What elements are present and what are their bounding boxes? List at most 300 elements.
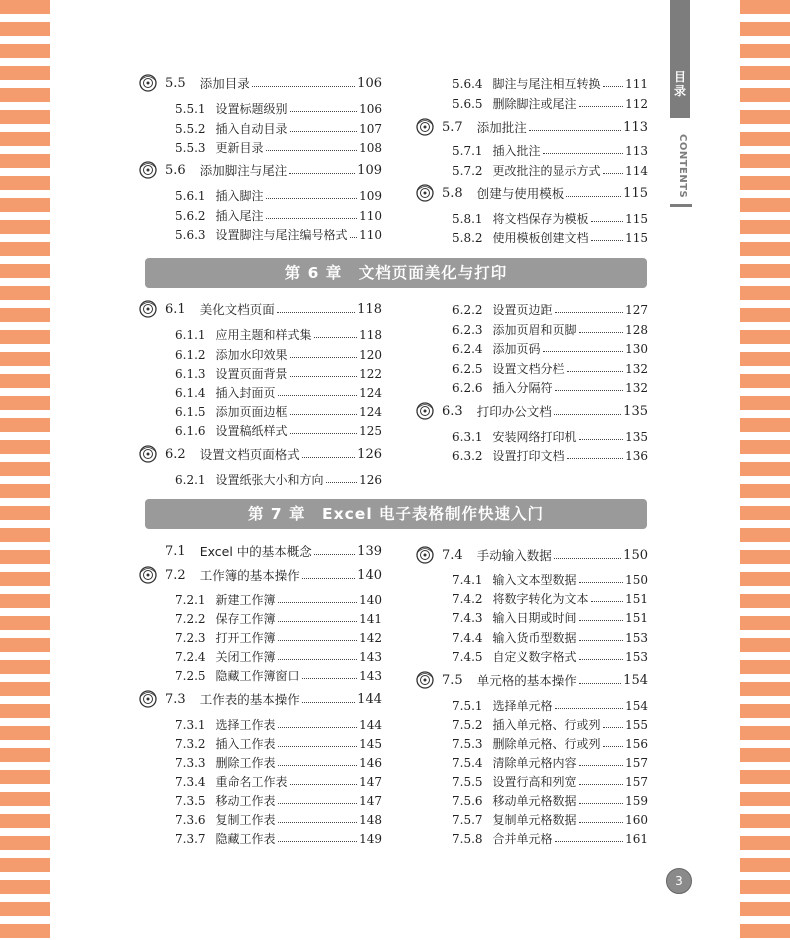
video-disc-icon (416, 546, 434, 564)
toc-entry-number: 5.7 (442, 120, 463, 135)
toc-subsection-entry[interactable] (175, 366, 382, 382)
toc-entry-title: 插入脚注 (215, 189, 264, 203)
toc-section-entry[interactable] (442, 404, 648, 420)
toc-subsection-entry[interactable] (175, 774, 382, 790)
toc-entry-title: 新建工作簿 (215, 593, 276, 607)
toc-entry-page: 139 (357, 544, 382, 559)
toc-section-entry[interactable] (165, 163, 382, 179)
toc-entry-title: 添加水印效果 (215, 348, 288, 362)
toc-entry-number: 7.4.5 (452, 650, 483, 664)
toc-leader-dots (603, 76, 624, 87)
toc-entry-title: 添加批注 (476, 120, 527, 135)
contents-side-tab-label: 目录 (674, 70, 687, 98)
toc-subsection-entry[interactable] (452, 572, 648, 588)
toc-entry-title: 删除工作表 (215, 756, 276, 770)
video-disc-icon (416, 118, 434, 136)
toc-leader-dots (278, 611, 358, 622)
toc-entry-title: 移动工作表 (215, 794, 276, 808)
toc-entry-title: 设置文档分栏 (492, 362, 565, 376)
toc-leader-dots (266, 188, 358, 199)
toc-entry-title: 安装网络打印机 (492, 430, 577, 444)
toc-entry-title: 选择工作表 (215, 718, 276, 732)
toc-entry-page: 115 (623, 186, 648, 201)
toc-entry-number: 6.2.2 (452, 303, 483, 317)
toc-entry-number: 6.1.3 (175, 367, 206, 381)
toc-entry-number: 7.5.7 (452, 813, 483, 827)
toc-leader-dots (603, 163, 624, 174)
toc-subsection-entry[interactable] (175, 404, 382, 420)
toc-leader-dots (579, 673, 621, 684)
toc-entry-number: 7.2.1 (175, 593, 206, 607)
toc-leader-dots (314, 327, 358, 338)
toc-entry-number: 7.5.2 (452, 718, 483, 732)
toc-entry-title: 插入单元格、行或列 (492, 718, 601, 732)
toc-entry-number: 7.3.7 (175, 832, 206, 846)
toc-entry-number: 6.2.3 (452, 323, 483, 337)
toc-entry-number: 5.5.2 (175, 122, 206, 136)
toc-section-entry[interactable] (165, 568, 382, 584)
toc-entry-page: 132 (625, 381, 648, 395)
toc-entry-title: Excel 中的基本概念 (199, 544, 312, 559)
toc-entry-page: 110 (359, 228, 382, 242)
toc-entry-number: 6.2.5 (452, 362, 483, 376)
toc-entry-page: 155 (625, 718, 648, 732)
toc-entry-page: 112 (625, 97, 648, 111)
toc-entry-page: 109 (357, 163, 382, 178)
toc-leader-dots (603, 736, 624, 747)
toc-leader-dots (290, 347, 358, 358)
toc-subsection-entry[interactable] (175, 592, 382, 608)
toc-entry-number: 7.3.1 (175, 718, 206, 732)
video-disc-icon (139, 300, 157, 318)
toc-leader-dots (278, 385, 358, 396)
toc-subsection-entry[interactable] (175, 831, 382, 847)
toc-entry-number: 7.5.6 (452, 794, 483, 808)
toc-entry-number: 7.3.3 (175, 756, 206, 770)
toc-subsection-entry[interactable] (175, 611, 382, 627)
toc-entry-title: 使用模板创建文档 (492, 231, 589, 245)
toc-entry-title: 输入文本型数据 (492, 573, 577, 587)
toc-entry-number: 5.5.1 (175, 102, 206, 116)
toc-entry-page: 125 (359, 424, 382, 438)
toc-leader-dots (529, 120, 621, 131)
toc-entry-number: 5.6 (165, 163, 186, 178)
right-decorative-stripes (740, 0, 790, 940)
toc-entry-number: 7.5.1 (452, 699, 483, 713)
toc-entry-number: 5.6.4 (452, 77, 483, 91)
toc-entry-title: 插入自动目录 (215, 122, 288, 136)
toc-entry-title: 添加脚注与尾注 (199, 163, 288, 178)
toc-entry-page: 118 (357, 302, 382, 317)
toc-subsection-entry[interactable] (452, 591, 648, 607)
toc-subsection-entry[interactable] (452, 163, 648, 179)
toc-leader-dots (290, 423, 358, 434)
toc-entry-page: 111 (625, 77, 648, 91)
toc-entry-number: 5.6.3 (175, 228, 206, 242)
video-disc-icon (416, 184, 434, 202)
toc-subsection-entry[interactable] (175, 812, 382, 828)
toc-entry-page: 160 (625, 813, 648, 827)
toc-entry-title: 选择单元格 (492, 699, 553, 713)
toc-entry-page: 161 (625, 832, 648, 846)
toc-entry-title: 设置脚注与尾注编号格式 (215, 228, 348, 242)
toc-subsection-entry[interactable] (452, 341, 648, 357)
toc-leader-dots (567, 448, 624, 459)
toc-subsection-entry[interactable] (452, 774, 648, 790)
toc-leader-dots (290, 404, 358, 415)
toc-entry-title: 将数字转化为文本 (492, 592, 589, 606)
video-disc-icon (139, 566, 157, 584)
toc-section-entry[interactable] (165, 302, 382, 318)
toc-subsection-entry[interactable] (452, 211, 648, 227)
toc-subsection-entry[interactable] (175, 755, 382, 771)
toc-entry-title: 插入封面页 (215, 386, 276, 400)
toc-subsection-entry[interactable] (452, 322, 648, 338)
toc-leader-dots (278, 592, 358, 603)
toc-entry-number: 6.2.4 (452, 342, 483, 356)
toc-leader-dots (290, 774, 358, 785)
toc-leader-dots (591, 591, 624, 602)
toc-section-entry[interactable] (442, 120, 648, 136)
toc-leader-dots (543, 341, 624, 352)
toc-entry-title: 应用主题和样式集 (215, 328, 312, 342)
toc-entry-page: 153 (625, 650, 648, 664)
toc-section-entry[interactable] (165, 692, 382, 708)
toc-entry-number: 7.4.4 (452, 631, 483, 645)
toc-entry-title: 添加页眉和页脚 (492, 323, 577, 337)
chapter-7-banner: 第 7 章 Excel 电子表格制作快速入门 (145, 499, 647, 529)
toc-leader-dots (555, 831, 624, 842)
toc-leader-dots (252, 76, 355, 87)
toc-subsection-entry[interactable] (175, 649, 382, 665)
video-disc-icon (139, 74, 157, 92)
toc-entry-number: 6.3.2 (452, 449, 483, 463)
toc-entry-number: 5.7.1 (452, 144, 483, 158)
toc-leader-dots (290, 121, 358, 132)
toc-entry-number: 7.2 (165, 568, 186, 583)
toc-entry-page: 115 (625, 212, 648, 226)
toc-entry-page: 127 (625, 303, 648, 317)
toc-entry-number: 7.2.4 (175, 650, 206, 664)
toc-entry-page: 157 (625, 775, 648, 789)
toc-subsection-entry[interactable] (452, 230, 648, 246)
toc-entry-page: 141 (359, 612, 382, 626)
toc-section-entry[interactable] (442, 548, 648, 564)
contents-vertical-label: CONTENTS (677, 134, 688, 199)
toc-entry-title: 打印办公文档 (476, 404, 552, 419)
toc-entry-number: 5.8.2 (452, 231, 483, 245)
toc-leader-dots (350, 227, 358, 238)
toc-entry-title: 关闭工作簿 (215, 650, 276, 664)
toc-entry-title: 重命名工作表 (215, 775, 288, 789)
left-decorative-stripes (0, 0, 50, 940)
toc-entry-title: 脚注与尾注相互转换 (492, 77, 601, 91)
toc-entry-page: 135 (625, 430, 648, 444)
toc-leader-dots (302, 692, 355, 703)
toc-entry-page: 118 (359, 328, 382, 342)
toc-entry-number: 7.2.3 (175, 631, 206, 645)
toc-entry-title: 美化文档页面 (199, 302, 275, 317)
toc-entry-number: 5.5.3 (175, 141, 206, 155)
toc-entry-number: 5.7.2 (452, 164, 483, 178)
toc-entry-page: 154 (625, 699, 648, 713)
toc-leader-dots (289, 163, 355, 174)
toc-entry-number: 6.1.2 (175, 348, 206, 362)
side-divider (670, 204, 692, 207)
toc-subsection-entry[interactable] (175, 630, 382, 646)
toc-entry-page: 150 (623, 548, 648, 563)
toc-entry-title: 隐藏工作簿窗口 (215, 669, 300, 683)
toc-entry-title: 设置行高和列宽 (492, 775, 577, 789)
toc-entry-title: 输入日期或时间 (492, 611, 577, 625)
toc-entry-number: 7.4.3 (452, 611, 483, 625)
toc-entry-title: 合并单元格 (492, 832, 553, 846)
toc-subsection-entry[interactable] (175, 347, 382, 363)
toc-entry-number: 5.6.5 (452, 97, 483, 111)
toc-entry-title: 打开工作簿 (215, 631, 276, 645)
toc-entry-title: 插入工作表 (215, 737, 276, 751)
toc-entry-number: 6.3 (442, 404, 463, 419)
toc-entry-number: 7.5 (442, 673, 463, 688)
toc-entry-page: 126 (357, 447, 382, 462)
toc-leader-dots (554, 548, 621, 559)
toc-entry-number: 7.3.4 (175, 775, 206, 789)
toc-section-entry[interactable] (165, 544, 382, 560)
toc-leader-dots (579, 610, 624, 621)
toc-subsection-entry[interactable] (175, 140, 382, 156)
toc-entry-title: 添加目录 (199, 76, 250, 91)
toc-entry-page: 107 (359, 122, 382, 136)
toc-leader-dots (555, 302, 624, 313)
toc-entry-page: 151 (625, 592, 648, 606)
toc-subsection-entry[interactable] (452, 831, 648, 847)
toc-leader-dots (302, 568, 355, 579)
contents-side-tab (670, 0, 690, 118)
toc-subsection-entry[interactable] (175, 327, 382, 343)
toc-entry-number: 7.4 (442, 548, 463, 563)
toc-entry-number: 7.5.4 (452, 756, 483, 770)
toc-entry-number: 7.5.3 (452, 737, 483, 751)
toc-leader-dots (266, 140, 358, 151)
toc-leader-dots (555, 698, 624, 709)
toc-entry-number: 7.4.2 (452, 592, 483, 606)
toc-entry-title: 移动单元格数据 (492, 794, 577, 808)
toc-entry-page: 143 (359, 669, 382, 683)
toc-entry-page: 115 (625, 231, 648, 245)
toc-leader-dots (266, 208, 358, 219)
video-disc-icon (139, 161, 157, 179)
toc-subsection-entry[interactable] (175, 736, 382, 752)
toc-entry-number: 6.1.4 (175, 386, 206, 400)
toc-subsection-entry[interactable] (175, 121, 382, 137)
toc-leader-dots (302, 668, 358, 679)
toc-subsection-entry[interactable] (452, 610, 648, 626)
toc-leader-dots (278, 736, 358, 747)
toc-entry-page: 157 (625, 756, 648, 770)
toc-entry-number: 6.1 (165, 302, 186, 317)
toc-entry-page: 109 (359, 189, 382, 203)
toc-entry-title: 复制工作表 (215, 813, 276, 827)
toc-entry-page: 135 (623, 404, 648, 419)
toc-leader-dots (579, 755, 624, 766)
toc-entry-title: 添加页码 (492, 342, 541, 356)
toc-subsection-entry[interactable] (452, 698, 648, 714)
toc-entry-title: 创建与使用模板 (476, 186, 565, 201)
toc-subsection-entry[interactable] (452, 448, 648, 464)
toc-entry-page: 144 (357, 692, 382, 707)
toc-subsection-entry[interactable] (452, 143, 648, 159)
toc-entry-page: 124 (359, 386, 382, 400)
toc-entry-title: 插入尾注 (215, 209, 264, 223)
toc-entry-title: 插入批注 (492, 144, 541, 158)
toc-leader-dots (579, 630, 624, 641)
toc-leader-dots (554, 404, 621, 415)
toc-entry-number: 7.5.5 (452, 775, 483, 789)
toc-leader-dots (579, 774, 624, 785)
toc-entry-page: 159 (625, 794, 648, 808)
toc-subsection-entry[interactable] (175, 668, 382, 684)
toc-entry-page: 147 (359, 794, 382, 808)
toc-entry-title: 保存工作簿 (215, 612, 276, 626)
toc-entry-page: 150 (625, 573, 648, 587)
toc-leader-dots (543, 143, 624, 154)
toc-entry-page: 156 (625, 737, 648, 751)
toc-subsection-entry[interactable] (175, 472, 382, 488)
toc-entry-number: 6.2.1 (175, 473, 206, 487)
toc-entry-number: 7.4.1 (452, 573, 483, 587)
toc-leader-dots (579, 649, 624, 660)
toc-leader-dots (278, 755, 358, 766)
toc-entry-number: 6.1.5 (175, 405, 206, 419)
toc-leader-dots (579, 793, 624, 804)
toc-subsection-entry[interactable] (175, 227, 382, 243)
toc-subsection-entry[interactable] (452, 96, 648, 112)
toc-subsection-entry[interactable] (175, 793, 382, 809)
toc-entry-title: 自定义数字格式 (492, 650, 577, 664)
toc-entry-number: 5.5 (165, 76, 186, 91)
toc-entry-page: 114 (625, 164, 648, 178)
toc-entry-title: 工作簿的基本操作 (199, 568, 300, 583)
toc-section-entry[interactable] (442, 673, 648, 689)
toc-leader-dots (603, 717, 624, 728)
toc-entry-page: 146 (359, 756, 382, 770)
chapter-6-banner: 第 6 章 文档页面美化与打印 (145, 258, 647, 288)
toc-entry-number: 6.3.1 (452, 430, 483, 444)
toc-section-entry[interactable] (442, 186, 648, 202)
toc-entry-number: 7.3.6 (175, 813, 206, 827)
toc-entry-number: 5.8 (442, 186, 463, 201)
toc-subsection-entry[interactable] (175, 208, 382, 224)
toc-entry-title: 设置文档页面格式 (199, 447, 300, 462)
toc-subsection-entry[interactable] (452, 361, 648, 377)
toc-subsection-entry[interactable] (452, 793, 648, 809)
toc-entry-page: 149 (359, 832, 382, 846)
toc-leader-dots (277, 302, 355, 313)
toc-subsection-entry[interactable] (175, 385, 382, 401)
toc-subsection-entry[interactable] (452, 736, 648, 752)
toc-entry-number: 7.5.8 (452, 832, 483, 846)
toc-entry-number: 6.1.6 (175, 424, 206, 438)
toc-entry-number: 5.6.2 (175, 209, 206, 223)
toc-subsection-entry[interactable] (175, 717, 382, 733)
toc-entry-page: 136 (625, 449, 648, 463)
toc-leader-dots (278, 630, 358, 641)
toc-section-entry[interactable] (165, 76, 382, 92)
toc-entry-title: 设置页面背景 (215, 367, 288, 381)
toc-subsection-entry[interactable] (175, 101, 382, 117)
toc-entry-title: 设置页边距 (492, 303, 553, 317)
toc-leader-dots (555, 380, 624, 391)
toc-entry-page: 108 (359, 141, 382, 155)
toc-entry-page: 153 (625, 631, 648, 645)
toc-entry-page: 148 (359, 813, 382, 827)
toc-entry-title: 设置打印文档 (492, 449, 565, 463)
toc-entry-number: 5.8.1 (452, 212, 483, 226)
toc-leader-dots (314, 544, 355, 555)
toc-subsection-entry[interactable] (175, 423, 382, 439)
toc-section-entry[interactable] (165, 447, 382, 463)
toc-entry-number: 6.2 (165, 447, 186, 462)
toc-entry-page: 154 (623, 673, 648, 688)
toc-entry-number: 7.1 (165, 544, 186, 559)
toc-subsection-entry[interactable] (452, 76, 648, 92)
toc-leader-dots (579, 322, 624, 333)
toc-entry-number: 7.3.2 (175, 737, 206, 751)
toc-entry-title: 删除单元格、行或列 (492, 737, 601, 751)
toc-subsection-entry[interactable] (452, 429, 648, 445)
toc-entry-title: 复制单元格数据 (492, 813, 577, 827)
toc-entry-number: 7.3 (165, 692, 186, 707)
toc-leader-dots (579, 96, 624, 107)
toc-entry-title: 设置稿纸样式 (215, 424, 288, 438)
toc-subsection-entry[interactable] (452, 717, 648, 733)
toc-entry-title: 设置标题级别 (215, 102, 288, 116)
toc-subsection-entry[interactable] (452, 812, 648, 828)
toc-entry-title: 插入分隔符 (492, 381, 553, 395)
toc-entry-number: 6.2.6 (452, 381, 483, 395)
toc-entry-number: 5.6.1 (175, 189, 206, 203)
toc-entry-title: 清除单元格内容 (492, 756, 577, 770)
toc-subsection-entry[interactable] (452, 649, 648, 665)
toc-entry-page: 110 (359, 209, 382, 223)
toc-subsection-entry[interactable] (452, 755, 648, 771)
toc-subsection-entry[interactable] (452, 302, 648, 318)
toc-entry-page: 130 (625, 342, 648, 356)
toc-entry-title: 设置纸张大小和方向 (215, 473, 324, 487)
toc-subsection-entry[interactable] (175, 188, 382, 204)
toc-subsection-entry[interactable] (452, 380, 648, 396)
toc-entry-page: 113 (625, 144, 648, 158)
toc-leader-dots (290, 366, 358, 377)
toc-entry-title: 添加页面边框 (215, 405, 288, 419)
toc-entry-page: 126 (359, 473, 382, 487)
toc-subsection-entry[interactable] (452, 630, 648, 646)
toc-entry-page: 145 (359, 737, 382, 751)
toc-entry-page: 113 (623, 120, 648, 135)
page-number-badge: 3 (666, 868, 692, 894)
toc-entry-title: 将文档保存为模板 (492, 212, 589, 226)
toc-leader-dots (567, 361, 624, 372)
toc-entry-page: 144 (359, 718, 382, 732)
toc-entry-title: 更新目录 (215, 141, 264, 155)
toc-entry-title: 工作表的基本操作 (199, 692, 300, 707)
toc-leader-dots (290, 101, 358, 112)
video-disc-icon (139, 690, 157, 708)
toc-leader-dots (278, 793, 358, 804)
toc-leader-dots (591, 230, 624, 241)
toc-leader-dots (278, 831, 358, 842)
toc-entry-number: 7.3.5 (175, 794, 206, 808)
